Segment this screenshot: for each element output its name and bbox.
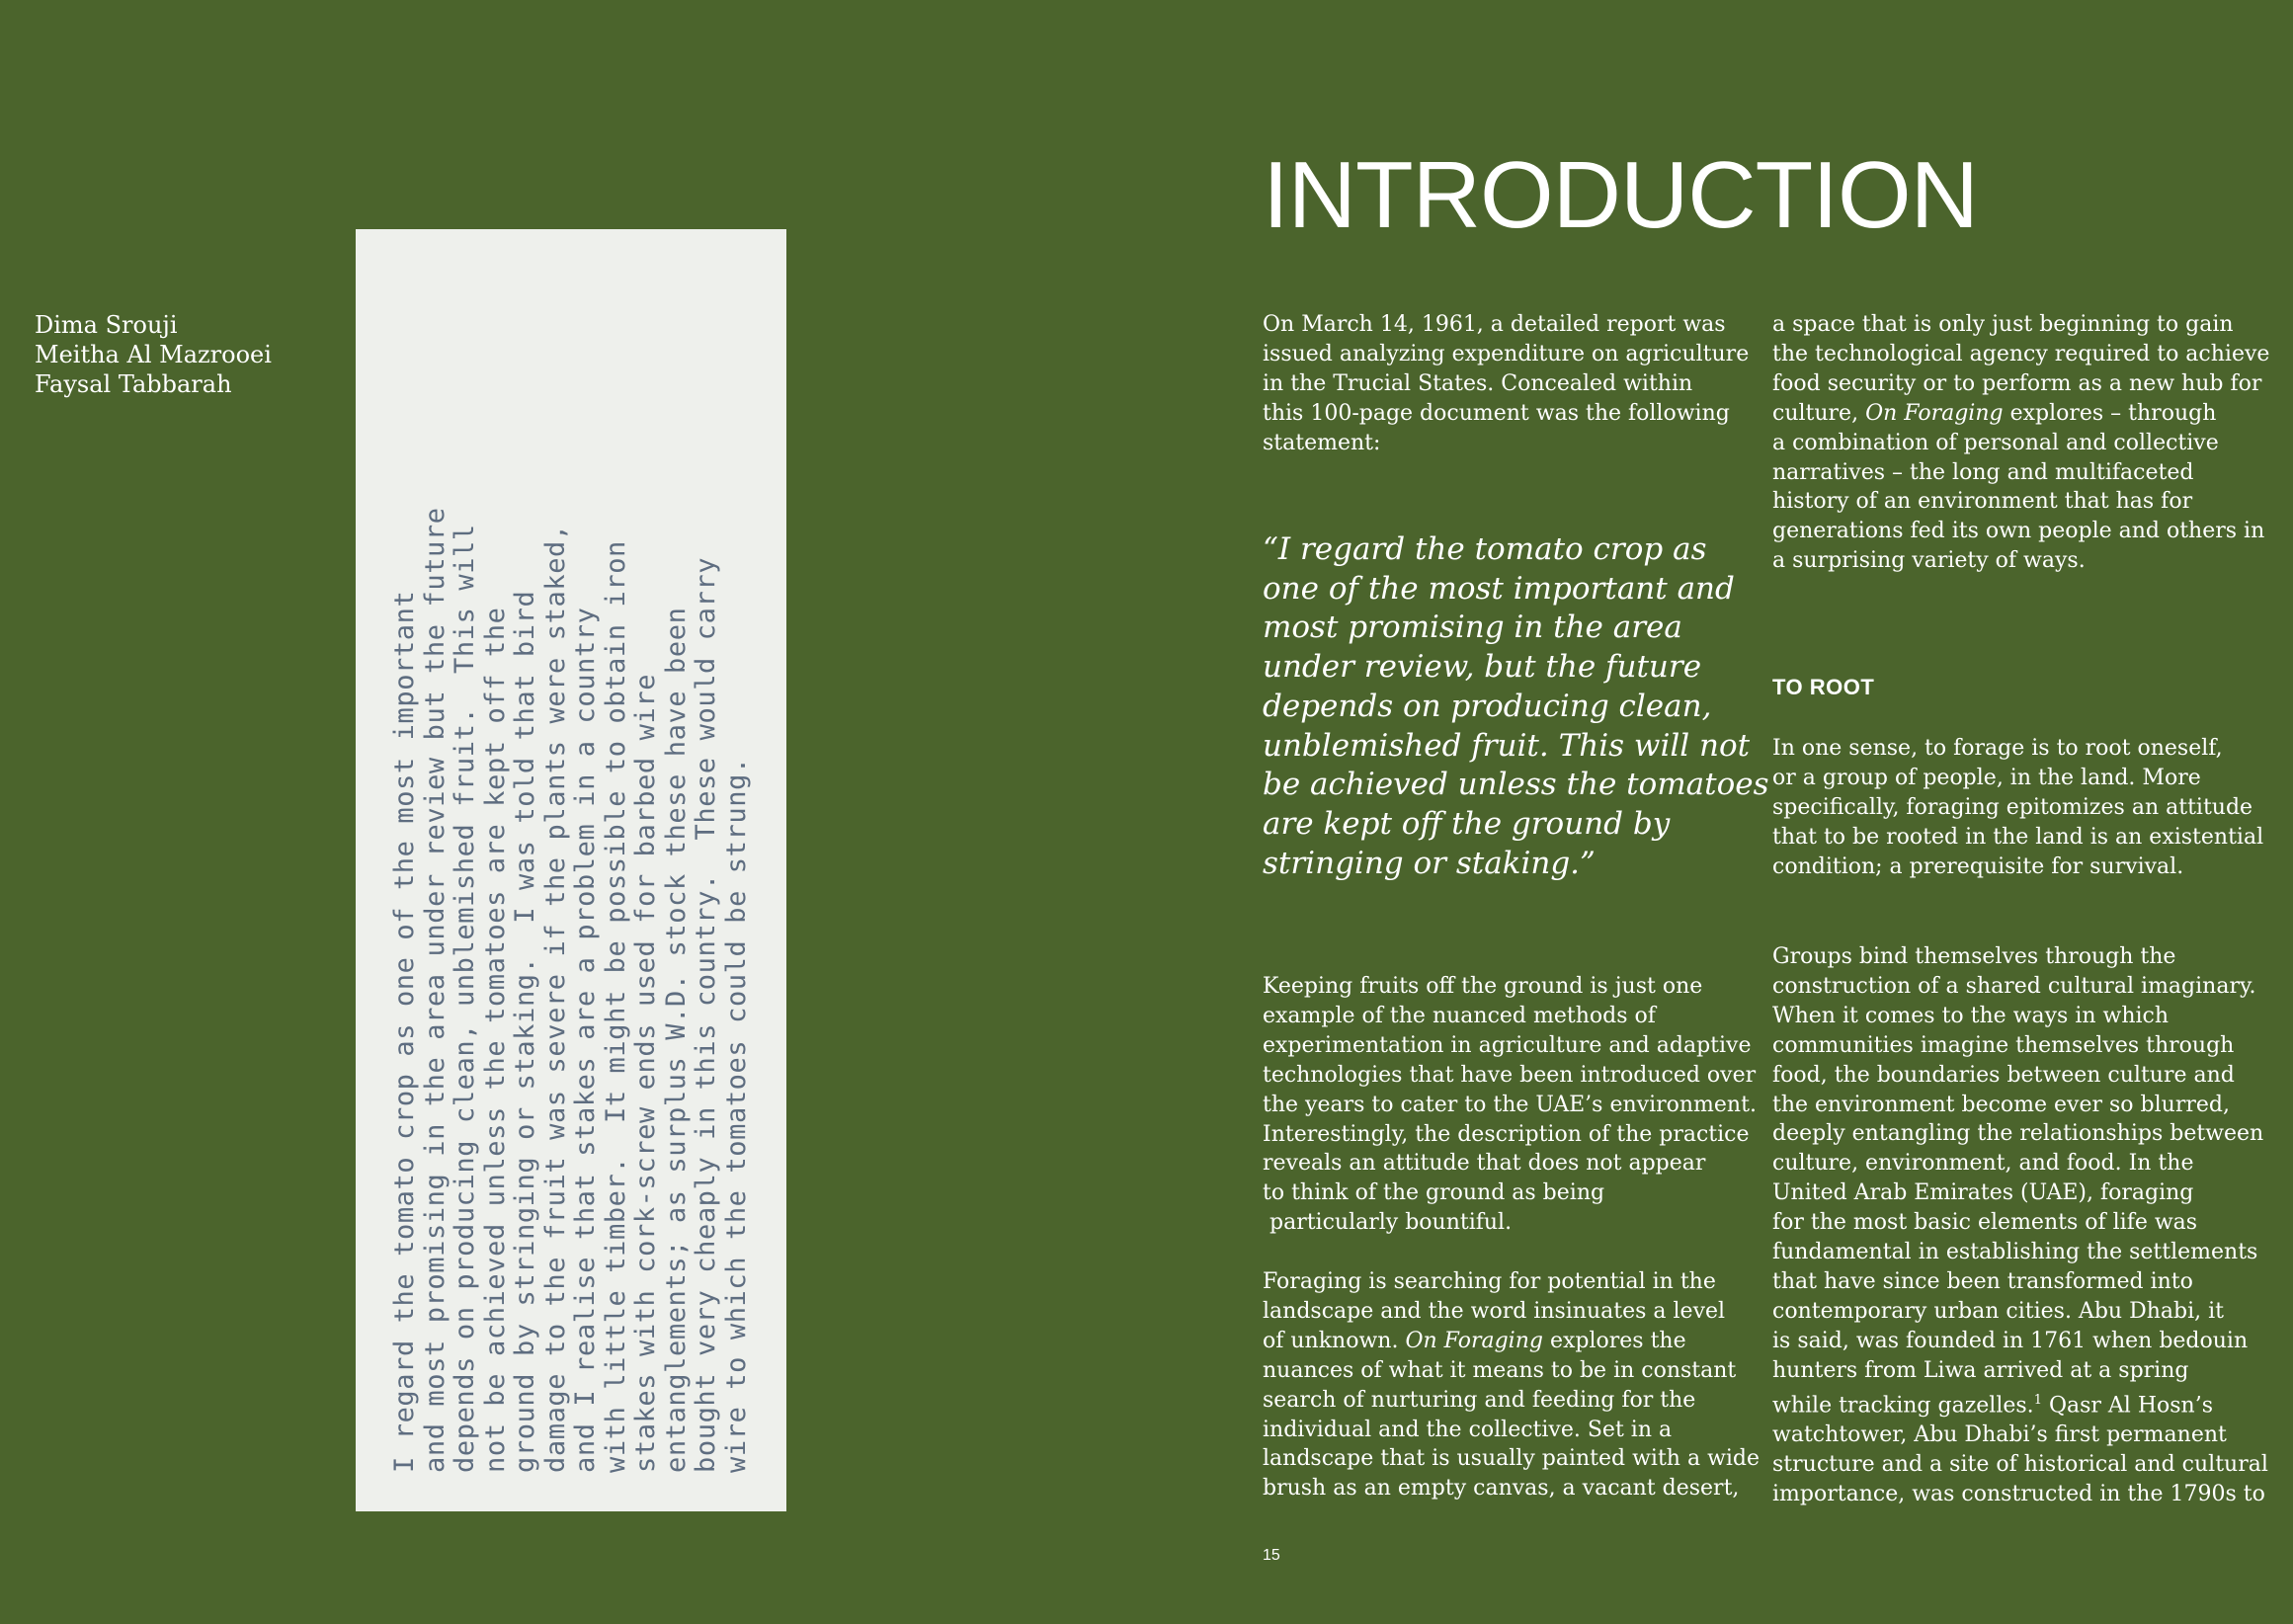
text-line: fundamental in establishing the settlements — [1772, 1240, 2258, 1265]
body-paragraph — [1263, 972, 1757, 1238]
author-name: Meitha Al Mazrooei — [35, 341, 272, 368]
text-line: a space that is only just beginning to gain — [1772, 312, 2234, 337]
page-title: INTRODUCTION — [1263, 142, 1978, 248]
quote-line: one of the most important and — [1263, 570, 1735, 607]
text-line: to think of the ground as being — [1263, 1180, 1605, 1206]
quote-line: stringing or staking.” — [1263, 845, 1596, 881]
book-title: On Foraging — [1405, 1328, 1543, 1353]
text-line: communities imagine themselves through — [1772, 1032, 2235, 1058]
text-line: a surprising variety of ways. — [1772, 548, 2086, 574]
text-line: is said, was founded in 1761 when bedouin — [1772, 1328, 2249, 1353]
footnote-marker[interactable]: 1 — [2033, 1392, 2042, 1408]
quote-line: “I regard the tomato crop as — [1263, 531, 1707, 567]
text-line: narratives – the long and multifaceted — [1772, 459, 2194, 485]
text-line: deeply entangling the relationships between — [1772, 1121, 2264, 1147]
text-line: Foraging is searching for potential in the — [1263, 1269, 1716, 1294]
intro-paragraph — [1263, 310, 1749, 458]
body-paragraph — [1263, 1267, 1760, 1503]
text-line: particularly bountiful. — [1263, 1210, 1513, 1236]
quote-line: depends on producing clean, — [1263, 688, 1712, 724]
text-line: When it comes to the ways in which — [1772, 1003, 2170, 1028]
text-line: the technological agency required to achieve — [1772, 341, 2270, 366]
text-line: Keeping fruits off the ground is just one — [1263, 974, 1703, 999]
typescript-line: and I realise that stakes are a problem in a country — [570, 607, 601, 1473]
text-line: United Arab Emirates (UAE), foraging — [1772, 1180, 2194, 1206]
text-line: for the most basic elements of life was — [1772, 1210, 2198, 1236]
typescript-line: damage to the fruit was severe if the plants were staked, — [539, 524, 571, 1473]
quote-line: unblemished fruit. This will not — [1263, 727, 1751, 764]
text-line: Interestingly, the description of the practice — [1263, 1121, 1750, 1147]
text-line: individual and the collective. Set in a — [1263, 1417, 1673, 1442]
text-span: culture, — [1772, 400, 1866, 426]
text-line: importance, was constructed in the 1790s to — [1772, 1481, 2265, 1506]
text-line: technologies that have been introduced over — [1263, 1062, 1757, 1088]
text-span: explores the — [1542, 1328, 1686, 1353]
text-line: food, the boundaries between culture and — [1772, 1062, 2235, 1088]
quote-line: most promising in the area — [1263, 609, 1682, 646]
typescript-line: entanglements; as surplus W.D. stock these have been — [660, 607, 692, 1473]
typescript-line: bought very cheaply in this country. These would carry — [691, 556, 721, 1473]
text-line: experimentation in agriculture and adaptive — [1263, 1032, 1752, 1058]
text-line: contemporary urban cities. Abu Dhabi, it — [1772, 1298, 2224, 1324]
typescript-line: ground by stringing or staking. I was told that bird — [510, 590, 540, 1473]
text-line: culture, environment, and food. In the — [1772, 1151, 2194, 1177]
text-line: landscape that is usually painted with a wide — [1263, 1446, 1761, 1472]
text-span: of unknown. — [1263, 1328, 1406, 1353]
text-line: structure and a site of historical and cultural — [1772, 1451, 2268, 1477]
text-line: the years to cater to the UAE’s environment. — [1263, 1092, 1757, 1117]
text-line: search of nurturing and feeding for the — [1263, 1387, 1696, 1413]
typescript-line: I regard the tomato crop as one of the most important — [389, 590, 420, 1473]
text-line: On March 14, 1961, a detailed report was — [1263, 312, 1726, 337]
quote-line: are kept off the ground by — [1263, 805, 1671, 842]
pull-quote — [1263, 530, 1769, 883]
page-number: 15 — [1263, 1547, 1280, 1564]
text-line: generations fed its own people and others in — [1772, 519, 2265, 544]
text-line: reveals an attitude that does not appear — [1263, 1151, 1706, 1177]
text-line: or a group of people, in the land. More — [1772, 765, 2201, 790]
text-line: specifically, foraging epitomizes an attitude — [1772, 794, 2253, 820]
quote-line: under review, but the future — [1263, 649, 1702, 686]
text-span: Qasr Al Hosn’s — [2041, 1392, 2214, 1418]
text-line: condition; a prerequisite for survival. — [1772, 853, 2184, 879]
text-line: In one sense, to forage is to root oneself, — [1772, 736, 2223, 761]
section-heading: TO ROOT — [1772, 675, 1875, 699]
text-span: explores – through — [2003, 400, 2217, 426]
text-line: landscape and the word insinuates a level — [1263, 1298, 1726, 1324]
text-line: Groups bind themselves through the — [1772, 944, 2176, 969]
text-line: the environment become ever so blurred, — [1772, 1092, 2230, 1117]
text-line: hunters from Liwa arrived at a spring — [1772, 1357, 2189, 1383]
text-line — [1772, 399, 2269, 429]
text-line: nuances of what it means to be in constant — [1263, 1357, 1737, 1383]
text-span: while tracking gazelles. — [1772, 1392, 2034, 1418]
text-line: watchtower, Abu Dhabi’s first permanent — [1772, 1421, 2227, 1447]
author-name: Dima Srouji — [35, 311, 178, 339]
text-line: issued analyzing expenditure on agriculture — [1263, 341, 1750, 366]
author-name: Faysal Tabbarah — [35, 370, 232, 398]
text-line — [1263, 1327, 1760, 1356]
text-line: in the Trucial States. Concealed within — [1263, 370, 1693, 396]
text-line: that to be rooted in the land is an existential — [1772, 824, 2264, 850]
typescript-line: stakes with cork-screw ends used for barbed wire — [630, 673, 661, 1473]
text-line: a combination of personal and collective — [1772, 430, 2219, 455]
text-line: that have since been transformed into — [1772, 1268, 2193, 1294]
typescript-document-image — [356, 229, 786, 1511]
typescript-line: not be achieved unless the tomatoes are kept off the — [479, 607, 511, 1473]
book-title: On Foraging — [1865, 400, 2004, 426]
text-line: food security or to perform as a new hub for — [1772, 370, 2262, 396]
typescript-line: and most promising in the area under review but the future — [419, 507, 450, 1473]
author-list — [35, 310, 272, 399]
body-paragraph — [1772, 734, 2263, 882]
text-line: statement: — [1263, 430, 1381, 455]
text-line: construction of a shared cultural imaginary. — [1772, 973, 2256, 999]
typescript-text — [390, 268, 752, 1473]
body-paragraph — [1772, 942, 2268, 1509]
text-line — [1772, 1386, 2268, 1421]
text-line: example of the nuanced methods of — [1263, 1003, 1656, 1028]
typescript-line: depends on producing clean, unblemished fruit. This will — [450, 524, 480, 1473]
typescript-line: wire to which the tomatoes could be strung. — [720, 757, 752, 1473]
text-line: brush as an empty canvas, a vacant desert, — [1263, 1476, 1740, 1502]
typescript-line: with little timber. It might be possible to obtain iron — [600, 540, 631, 1473]
text-line: this 100-page document was the following — [1263, 400, 1730, 426]
text-line: history of an environment that has for — [1772, 489, 2193, 515]
body-paragraph — [1772, 310, 2269, 576]
quote-line: be achieved unless the tomatoes — [1263, 767, 1769, 803]
